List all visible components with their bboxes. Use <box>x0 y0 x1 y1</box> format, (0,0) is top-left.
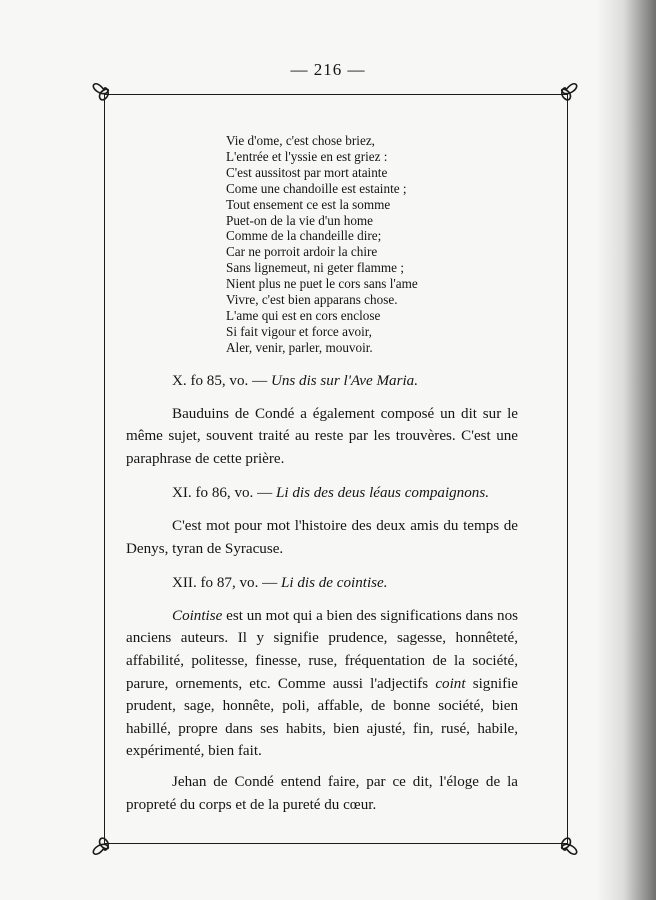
section-title: Li dis des deus léaus compaignons. <box>275 485 489 502</box>
poem-quotation <box>226 133 526 356</box>
term-coint: coint <box>435 675 466 692</box>
folio-reference: XII. fo 87, vo. — <box>172 575 278 592</box>
poem-line: Come une chandoille est estainte ; <box>226 180 407 196</box>
poem-line: Sans lignemeut, ni geter flamme ; <box>226 260 404 276</box>
poem-line: C'est aussitost par mort atainte <box>226 164 388 180</box>
main-text <box>126 370 518 824</box>
poem-line: Nient plus ne puet le cors sans l'ame <box>226 276 418 292</box>
page-number: — 216 — <box>290 60 366 79</box>
section-heading-xi <box>126 482 518 505</box>
paragraph: Jehan de Condé entend faire, par ce dit, l'éloge de la propreté du corps et de la pureté du cœur. <box>126 773 518 813</box>
paragraph: C'est mot pour mot l'histoire des deux amis du temps de Denys, tyran de Syracuse. <box>126 517 518 557</box>
term-cointise: Cointise <box>172 607 223 624</box>
section-heading-x <box>126 370 518 393</box>
section-heading-xii <box>126 572 518 595</box>
paragraph-text: est un mot qui a bien des significations dans nos anciens auteurs. Il y signifie prudence, sagesse, honnêteté, affabilité, politesse, finesse, ruse, fréquentation de la société, parure, ornements, etc. Comme aussi l'adjectifs <box>126 607 518 692</box>
paragraph-text: signifie prudent, sage, honnête, poli, affable, de bonne société, bien habillé, propre dans ses habits, bien ajusté, fin, rusé, habile, expérimenté, bien fait. <box>126 675 518 760</box>
paragraph <box>126 605 518 763</box>
poem-line: Vivre, c'est bien apparans chose. <box>226 292 398 308</box>
section-title: Li dis de cointise. <box>281 575 388 592</box>
poem-line: L'ame qui est en cors enclose <box>226 307 381 323</box>
poem-line: Si fait vigour et force avoir, <box>226 323 372 339</box>
corner-ornament-icon <box>552 834 580 862</box>
page-edge-shadow <box>596 0 656 900</box>
corner-ornament-icon <box>552 76 580 104</box>
poem-line: Aler, venir, parler, mouvoir. <box>226 339 373 355</box>
paragraph: Bauduins de Condé a également composé un dit sur le même sujet, souvent traité au reste par les trouvères. C'est une paraphrase de cette prière. <box>126 405 518 467</box>
corner-ornament-icon <box>90 834 118 862</box>
poem-line: Puet-on de la vie d'un home <box>226 212 374 228</box>
section-title: Uns dis sur l'Ave Maria. <box>270 373 418 389</box>
poem-line: L'entrée et l'yssie en est griez : <box>226 148 388 164</box>
poem-line: Vie d'ome, c'est chose briez, <box>226 133 375 148</box>
poem-line: Car ne porroit ardoir la chire <box>226 244 378 260</box>
poem-line: Comme de la chandeille dire; <box>226 228 382 244</box>
folio-reference: X. fo 85, vo. — <box>172 373 268 389</box>
folio-reference: XI. fo 86, vo. — <box>172 485 273 502</box>
corner-ornament-icon <box>90 76 118 104</box>
poem-line: Tout ensement ce est la somme <box>226 196 391 212</box>
